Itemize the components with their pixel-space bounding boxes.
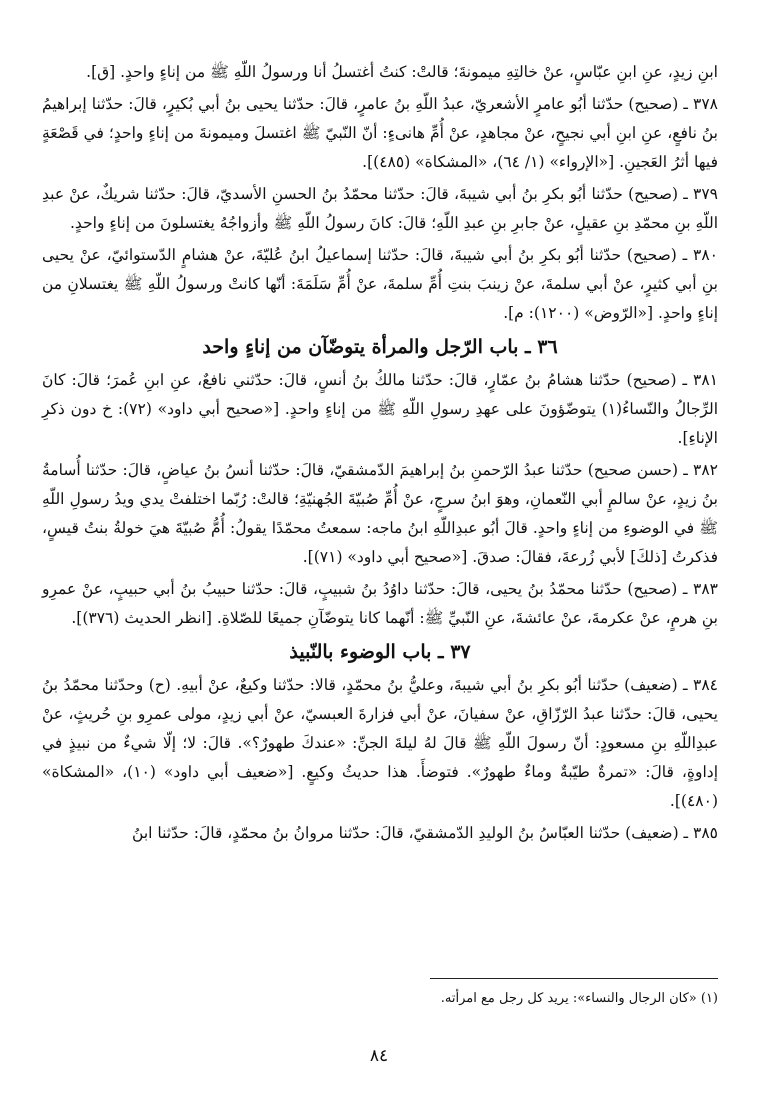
page-number: ٨٤ [369, 1046, 389, 1066]
hadith-380: ٣٨٠ ـ (صحيح) حدّثنا أبُو بكرِ بنُ أبي شيبةَ، قالَ: حدّثنا إسماعيلُ ابنُ عُليّةَ، عنْ هشامٍ الدّستوائيّ، عنْ يحيى بنِ أبي كثيرٍ، عنْ أبي سلمةَ، عنْ زينبَ بنتِ أُمِّ سلمةَ، عنْ أُمِّ سَلَمَةَ: أنّها كانتْ ورسولُ اللّهِ ﷺ يغتسلانِ من إناءٍ واحدٍ. [«الرّوض» (١٢٠٠): م]. [42, 246, 718, 322]
footnote: (١) «كان الرجال والنساء»: يريد كل رجل مع امرأته. [440, 991, 718, 1006]
hadith-385: ٣٨٥ ـ (ضعيف) حدّثنا العبّاسُ بنُ الوليدِ الدّمشقيّ، قالَ: حدّثنا مروانُ بنُ محمّدٍ، قالَ: حدّثنا ابنُ [132, 824, 718, 842]
paragraph-continuation: ابنِ زيدٍ، عنِ ابنِ عبّاسٍ، عنْ خالتِهِ ميمونةَ؛ قالتْ: كنتُ أغتسلُ أنا ورسولُ اللّهِ ﷺ من إناءٍ واحدٍ. [ق]. [86, 63, 718, 81]
hadith-384: ٣٨٤ ـ (ضعيف) حدّثنا أبُو بكرِ بنُ أبي شيبةَ، وعليُّ بنُ محمّدٍ، قالا: حدّثنا وكيعٌ، عنْ أبيهِ. (ح) وحدّثنا محمّدُ بنُ يحيى، قالَ: حدّثنا عبدُ الرّزّاقِ، عنْ سفيانَ، عنْ أبي فزارةَ العبسيّ، عنْ أبي زيدٍ، مولى عمرِو بنِ حُريثٍ، عنْ عبدِاللّهِ بنِ مسعودٍ: أنّ رسولَ اللّهِ ﷺ قالَ لهُ ليلةَ الجنِّ: «عندكَ طهورٌ؟». قالَ: لا؛ إلّا شيءٌ من نبيذٍ في إداوةٍ، قالَ: «تمرةٌ طيّبةٌ وماءٌ طهورٌ». فتوضأَ. هذا حديثُ وكيعٍ. [«ضعيف أبي داود» (١٠)، «المشكاة» (٤٨٠)]. [42, 676, 718, 810]
hadith-382: ٣٨٢ ـ (حسن صحيح) حدّثنا عبدُ الرّحمنِ بنُ إبراهيمَ الدّمشقيّ، قالَ: حدّثنا أنسُ بنُ عياضٍ، قالَ: حدّثنا أُسامةُ بنُ زيدٍ، عنْ سالمٍ أبي النّعمانِ، وهوَ ابنُ سرجٍ، عنْ أُمِّ صُبيّةَ الجُهنيّةِ؛ قالتْ: رُبّما اختلفتْ يدي ويدُ رسولِ اللّهِ ﷺ في الوضوءِ من إناءٍ واحدٍ. قالَ أبُو عبدِاللّهِ ابنُ ماجه: سمعتُ محمّدًا يقولُ: أُمُّ صُبيّةَ هيَ خولةُ بنتُ قيسٍ، فذكرتُ [ذلكَ] لأبي زُرعةَ، فقالَ: صدقَ. [«صحيح أبي داود» (٧١)]. [42, 461, 718, 566]
chapter-heading-36: ٣٦ ـ باب الرّجل والمرأة يتوضّآن من إناءٍ واحد [202, 336, 558, 358]
footnote-separator [430, 978, 718, 979]
page-body [42, 58, 718, 851]
hadith-379: ٣٧٩ ـ (صحيح) حدّثنا أبُو بكرِ بنُ أبي شيبةَ، قالَ: حدّثنا محمّدُ بنُ الحسنِ الأسديّ، قالَ: حدّثنا شريكٌ، عنْ عبدِ اللّهِ بنِ محمّدِ بنِ عقيلٍ، عنْ جابرِ بنِ عبدِ اللّهِ؛ قالَ: كانَ رسولُ اللّهِ ﷺ وأزواجُهُ يغتسلونَ من إناءٍ واحدٍ. [42, 185, 718, 232]
chapter-heading-37: ٣٧ ـ باب الوضوء بالنّبيذ [289, 641, 471, 663]
hadith-381: ٣٨١ ـ (صحيح) حدّثنا هشامُ بنُ عمّارٍ، قالَ: حدّثنا مالكُ بنُ أنسٍ، قالَ: حدّثني نافعٌ، عنِ ابنِ عُمرَ؛ قالَ: كانَ الرِّجالُ والنّساءُ(١) يتوضّؤونَ على عهدِ رسولِ اللّهِ ﷺ من إناءٍ واحدٍ. [«صحيح أبي داود» (٧٢): خ دون ذكرِ الإناءِ]. [42, 371, 718, 447]
hadith-378: ٣٧٨ ـ (صحيح) حدّثنا أبُو عامرٍ الأشعريّ، عبدُ اللّهِ بنُ عامرٍ، قالَ: حدّثنا يحيى بنُ أبي بُكيرٍ، قالَ: حدّثنا إبراهيمُ بنُ نافعٍ، عنِ ابنِ أبي نجيحٍ، عنْ مجاهدٍ، عنْ أُمِّ هانىءٍ: أنّ النّبيّ ﷺ اغتسلَ وميمونةَ من إناءٍ واحدٍ؛ في قَصْعَةٍ فيها أثرُ العَجينِ. [«الإرواء» (١/ ٦٤)، «المشكاة» (٤٨٥)]. [42, 95, 718, 171]
hadith-383: ٣٨٣ ـ (صحيح) حدّثنا محمّدُ بنُ يحيى، قالَ: حدّثنا داوُدُ بنُ شبيبٍ، قالَ: حدّثنا حبيبُ بنُ أبي حبيبٍ، عنْ عمرِو بنِ هرمٍ، عنْ عكرمةَ، عنْ عائشةَ، عنِ النّبيِّ ﷺ: أنّهما كانا يتوضّآنِ جميعًا للصّلاةِ. [انظر الحديث (٣٧٦)]. [42, 580, 718, 627]
